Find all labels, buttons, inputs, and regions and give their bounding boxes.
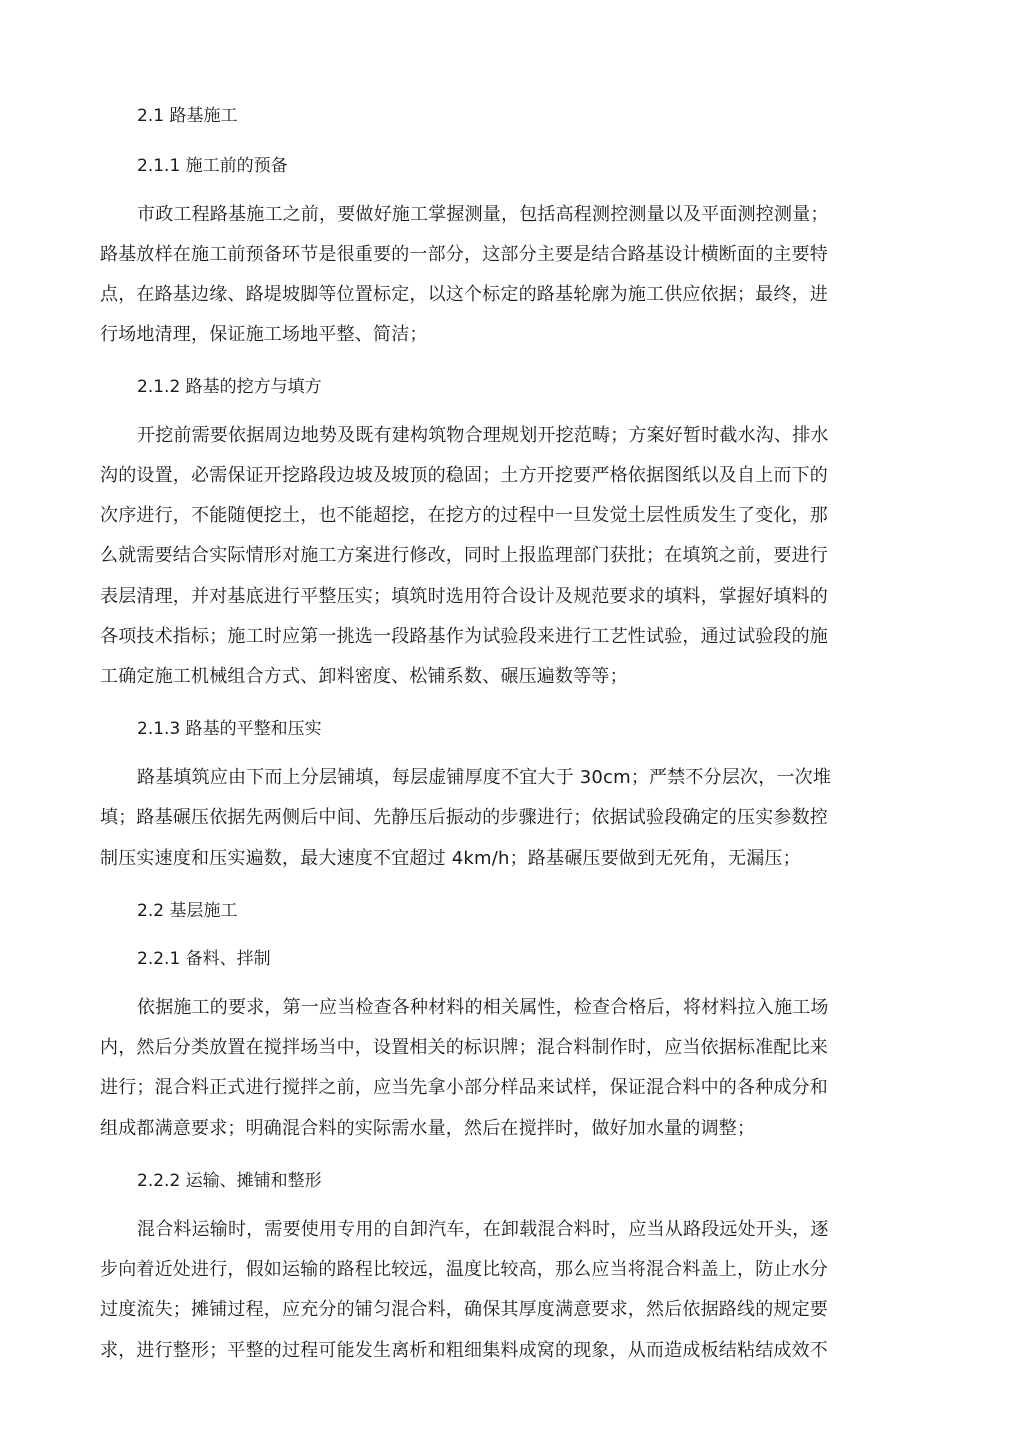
paragraph-line: 各项技术指标；施工时应第一挑选一段路基作为试验段来进行工艺性试验，通过试验段的施	[100, 626, 828, 647]
paragraph-line: 求，进行整形；平整的过程可能发生离析和粗细集料成窝的现象，从而造成板结粘结成效不	[100, 1340, 828, 1361]
paragraph-line: 么就需要结合实际情形对施工方案进行修改，同时上报监理部门获批；在填筑之前，要进行	[100, 545, 828, 566]
heading-2-1-1: 2.1.1 施工前的预备	[137, 156, 288, 176]
heading-2-1: 2.1 路基施工	[137, 106, 238, 126]
paragraph-line: 沟的设置，必需保证开挖路段边坡及坡顶的稳固；土方开挖要严格依据图纸以及自上而下的	[100, 465, 828, 486]
paragraph-line: 步向着近处进行，假如运输的路程比较远，温度比较高，那么应当将混合料盖上，防止水分	[100, 1259, 828, 1280]
paragraph-line: 组成都满意要求；明确混合料的实际需水量，然后在搅拌时，做好加水量的调整；	[100, 1118, 756, 1139]
heading-2-1-3: 2.1.3 路基的平整和压实	[137, 719, 322, 739]
paragraph-line: 开挖前需要依据周边地势及既有建构筑物合理规划开挖范畴；方案好暂时截水沟、排水	[137, 425, 829, 446]
paragraph-line: 市政工程路基施工之前，要做好施工掌握测量，包括高程测控测量以及平面测控测量；	[137, 204, 829, 225]
heading-2-2-2: 2.2.2 运输、摊铺和整形	[137, 1171, 322, 1191]
paragraph-line: 进行；混合料正式进行搅拌之前，应当先拿小部分样品来试样，保证混合料中的各种成分和	[100, 1077, 828, 1098]
paragraph-line: 填；路基碾压依据先两侧后中间、先静压后振动的步骤进行；依据试验段确定的压实参数控	[100, 807, 828, 828]
paragraph-line: 依据施工的要求，第一应当检查各种材料的相关属性，检查合格后，将材料拉入施工场	[137, 997, 829, 1018]
paragraph-line: 行场地清理，保证施工场地平整、简洁；	[100, 324, 428, 345]
paragraph-line: 混合料运输时，需要使用专用的自卸汽车，在卸载混合料时，应当从路段远处开头，逐	[137, 1219, 829, 1240]
paragraph-line: 工确定施工机械组合方式、卸料密度、松铺系数、碾压遍数等等；	[100, 666, 628, 687]
paragraph-line: 制压实速度和压实遍数，最大速度不宜超过 4km/h；路基碾压要做到无死角，无漏压；	[100, 848, 801, 869]
paragraph-line: 内，然后分类放置在搅拌场当中，设置相关的标识牌；混合料制作时，应当依据标准配比来	[100, 1037, 828, 1058]
heading-2-2-1: 2.2.1 备料、拌制	[137, 949, 271, 969]
heading-2-2: 2.2 基层施工	[137, 901, 238, 921]
paragraph-line: 过度流失；摊铺过程，应充分的铺匀混合料，确保其厚度满意要求，然后依据路线的规定要	[100, 1299, 828, 1320]
paragraph-line: 点，在路基边缘、路堤坡脚等位置标定，以这个标定的路基轮廓为施工供应依据；最终，进	[100, 284, 828, 305]
paragraph-line: 表层清理，并对基底进行平整压实；填筑时选用符合设计及规范要求的填料，掌握好填料的	[100, 586, 828, 607]
heading-2-1-2: 2.1.2 路基的挖方与填方	[137, 377, 322, 397]
paragraph-line: 次序进行，不能随便挖土，也不能超挖，在挖方的过程中一旦发觉土层性质发生了变化，那	[100, 505, 828, 526]
paragraph-line: 路基放样在施工前预备环节是很重要的一部分，这部分主要是结合路基设计横断面的主要特	[100, 244, 828, 265]
paragraph-line: 路基填筑应由下而上分层铺填，每层虚铺厚度不宜大于 30cm；严禁不分层次，一次堆	[137, 767, 832, 788]
